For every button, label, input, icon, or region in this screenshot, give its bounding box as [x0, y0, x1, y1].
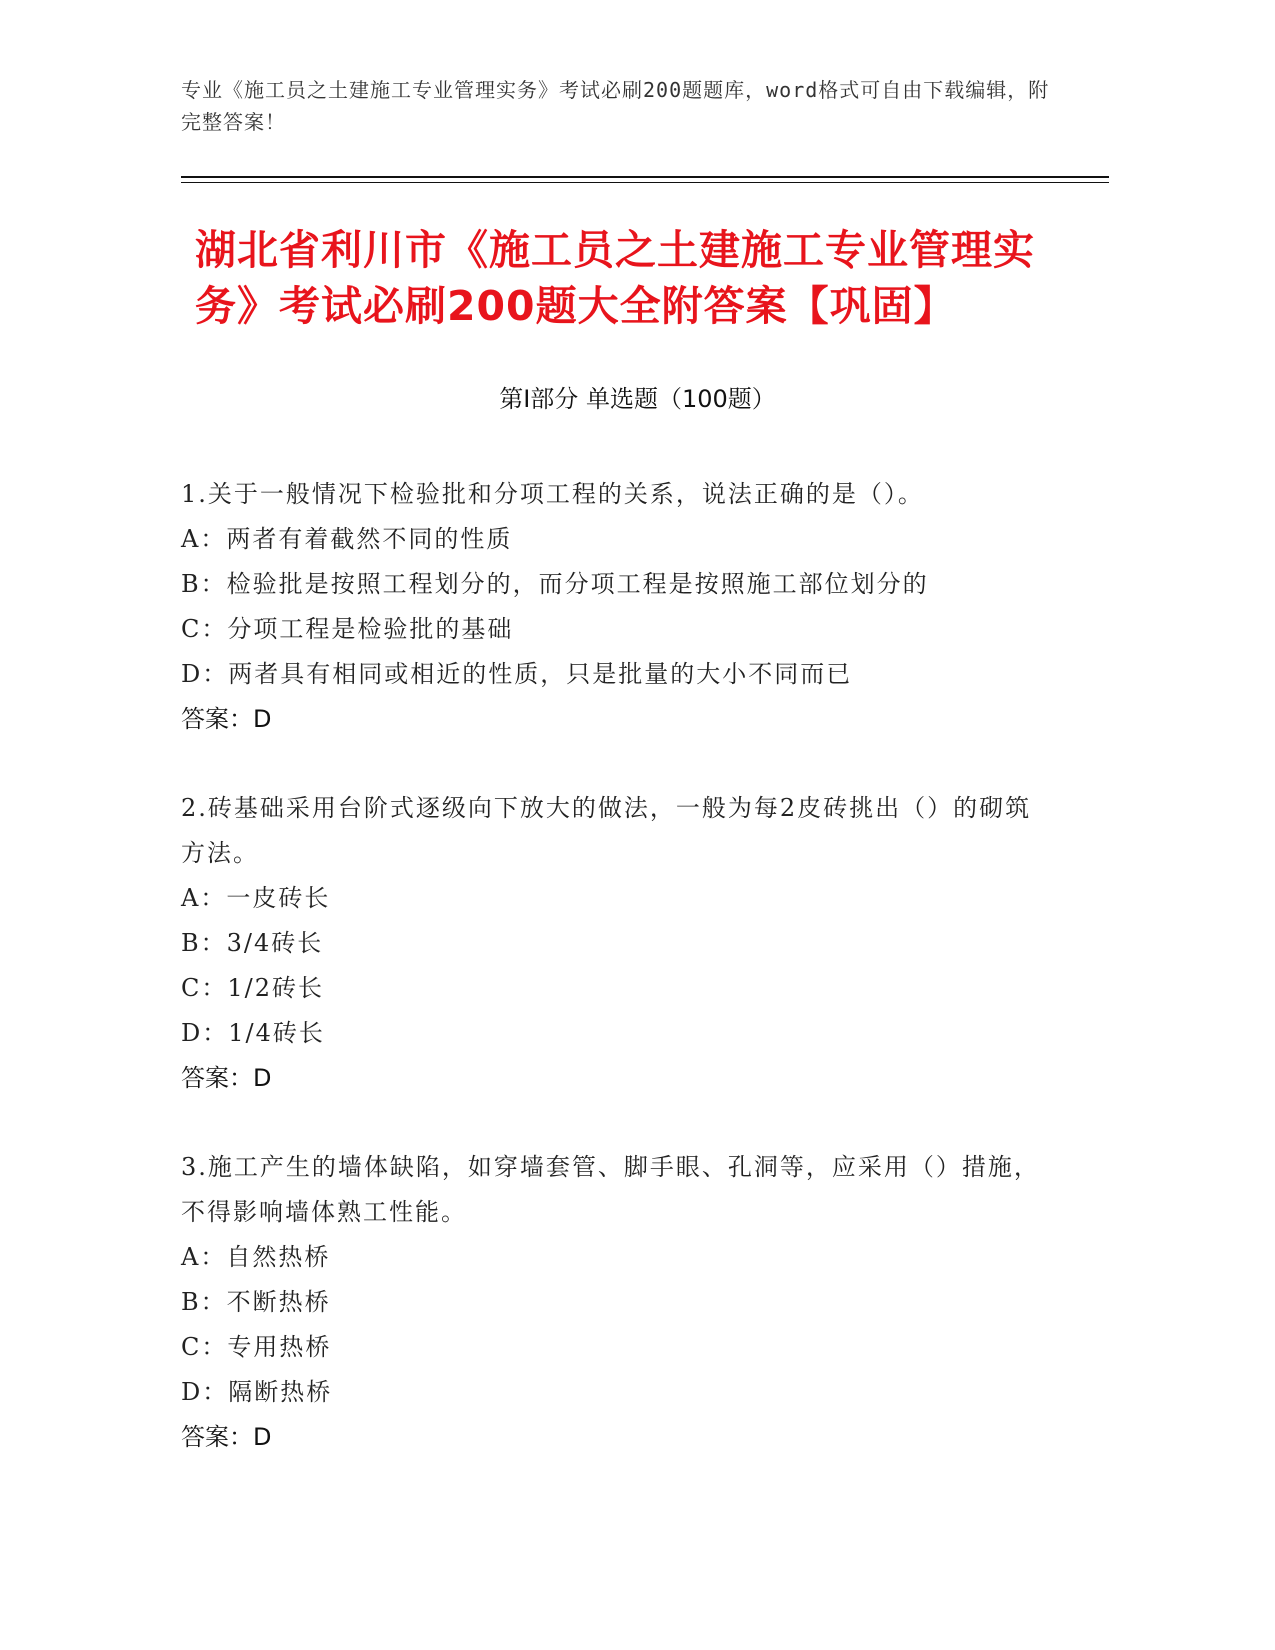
option-d: D：1/4砖长	[181, 1019, 325, 1047]
option-d: D：两者具有相同或相近的性质，只是批量的大小不同而已	[181, 660, 853, 688]
option-a: A：一皮砖长	[181, 884, 331, 912]
answer-line: 答案：D	[181, 1423, 272, 1451]
answer-line: 答案：D	[181, 1064, 272, 1092]
option-b: B：3/4砖长	[181, 929, 324, 957]
section-heading: 第Ⅰ部分 单选题（100题）	[499, 385, 776, 413]
question-stem: 1.关于一般情况下检验批和分项工程的关系，说法正确的是（）。	[181, 480, 924, 508]
question-item	[181, 786, 1041, 1101]
document-title: 湖北省利川市《施工员之土建施工专业管理实务》考试必刷200题大全附答案【巩固】	[195, 226, 1035, 330]
option-a: A：两者有着截然不同的性质	[181, 525, 513, 553]
option-c: C：专用热桥	[181, 1333, 332, 1361]
header-rule-thick	[181, 176, 1109, 178]
question-stem: 3.施工产生的墙体缺陷，如穿墙套管、脚手眼、孔洞等，应采用（）措施，不得影响墙体熟工性能。	[181, 1153, 1040, 1226]
option-d: D：隔断热桥	[181, 1378, 333, 1406]
option-c: C：1/2砖长	[181, 974, 324, 1002]
option-c: C：分项工程是检验批的基础	[181, 615, 514, 643]
header-rule-thin	[181, 182, 1109, 183]
option-b: B：检验批是按照工程划分的，而分项工程是按照施工部位划分的	[181, 570, 929, 598]
question-stem: 2.砖基础采用台阶式逐级向下放大的做法，一般为每2皮砖挑出（）的砌筑方法。	[181, 794, 1032, 867]
question-list	[181, 472, 1041, 1504]
header-note: 专业《施工员之土建施工专业管理实务》考试必刷200题题库，word格式可自由下载编辑，附完整答案！	[181, 78, 1050, 134]
option-b: B：不断热桥	[181, 1288, 331, 1316]
question-item	[181, 1145, 1041, 1460]
option-a: A：自然热桥	[181, 1243, 331, 1271]
answer-line: 答案：D	[181, 705, 272, 733]
question-item	[181, 472, 1041, 742]
